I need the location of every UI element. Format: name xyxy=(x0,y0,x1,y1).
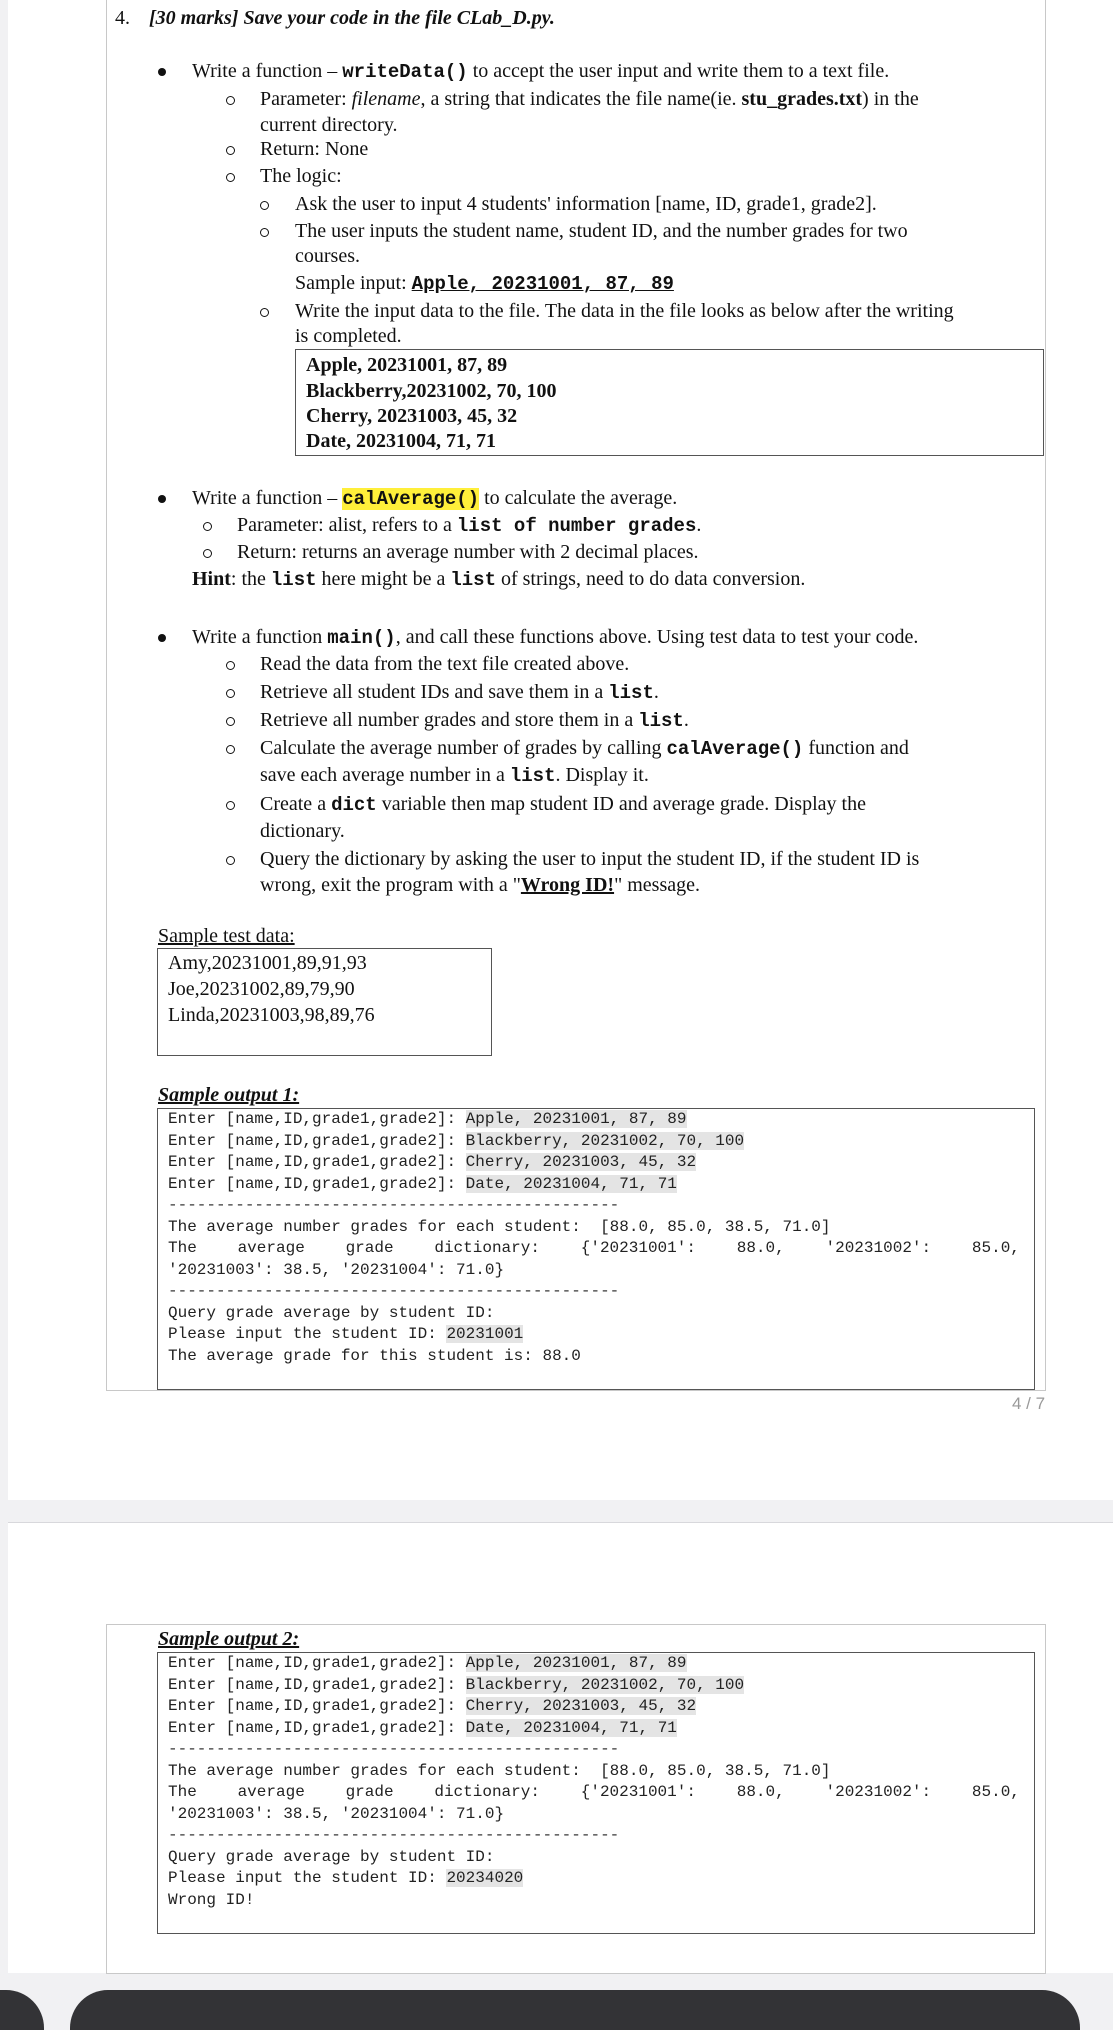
write-logic: The logic: xyxy=(260,165,342,187)
console-line: Enter [name,ID,grade1,grade2]: Date, 20231004, 71, 71 xyxy=(168,1718,677,1737)
question-marks: [30 marks] xyxy=(149,7,239,29)
circle-bullet-icon xyxy=(203,522,212,531)
file-row: Apple, 20231001, 87, 89 xyxy=(306,354,508,376)
file-row: Cherry, 20231003, 45, 32 xyxy=(306,405,518,427)
console-line: Query grade average by student ID: xyxy=(168,1847,495,1866)
main-step5-line2: dictionary. xyxy=(260,820,345,842)
avg-intro: Write a function – calAverage() to calculate the average. xyxy=(192,487,678,510)
main-step6: Query the dictionary by asking the user to input the student ID, if the student ID is xyxy=(260,848,920,870)
circle-bullet-icon xyxy=(226,801,235,810)
circle-bullet-icon xyxy=(203,549,212,558)
console-line: Enter [name,ID,grade1,grade2]: Date, 20231004, 71, 71 xyxy=(168,1174,677,1193)
write-step2: The user inputs the student name, student ID, and the number grades for two xyxy=(295,220,908,242)
console-line: The average number grades for each student: [88.0, 85.0, 38.5, 71.0] xyxy=(168,1761,831,1780)
console-line: Please input the student ID: 20231001 xyxy=(168,1325,524,1343)
main-step3: Retrieve all number grades and store them in a list. xyxy=(260,709,689,732)
circle-bullet-icon xyxy=(226,745,235,754)
console-line: Enter [name,ID,grade1,grade2]: Apple, 20231001, 87, 89 xyxy=(168,1654,687,1672)
write-param: Parameter: filename, a string that indicates the file name(ie. stu_grades.txt) in the xyxy=(260,88,919,110)
write-step2-line2: courses. xyxy=(295,245,360,267)
main-step4-line2: save each average number in a list. Display it. xyxy=(260,764,649,787)
file-content-box xyxy=(295,349,1044,456)
main-step4: Calculate the average number of grades by calling calAverage() function and xyxy=(260,737,909,760)
write-step1: Ask the user to input 4 students' information [name, ID, grade1, grade2]. xyxy=(295,193,877,215)
bullet-icon xyxy=(158,68,166,76)
sample-input-value: Apple, 20231001, 87, 89 xyxy=(411,273,674,295)
bottom-toolbar[interactable] xyxy=(70,1990,1080,2030)
page-indicator: 4 / 7 xyxy=(1012,1394,1046,1413)
circle-bullet-icon xyxy=(226,146,235,155)
main-func-name: main() xyxy=(327,627,396,649)
test-data-label: Sample test data: xyxy=(158,925,295,947)
bullet-icon xyxy=(158,634,166,642)
console-line: The average grade for this student is: 88.0 xyxy=(168,1346,581,1365)
test-data-box xyxy=(157,948,492,1056)
console-line: The average number grades for each student: [88.0, 85.0, 38.5, 71.0] xyxy=(168,1217,831,1236)
main-intro: Write a function main(), and call these functions above. Using test data to test your code. xyxy=(192,626,919,649)
console-divider: ----------------------------------------------- xyxy=(168,1196,620,1214)
circle-bullet-icon xyxy=(226,96,235,105)
sample-input: Sample input: Apple, 20231001, 87, 89 xyxy=(295,272,674,295)
output2-label: Sample output 2: xyxy=(158,1628,300,1650)
avg-return: Return: returns an average number with 2 decimal places. xyxy=(237,541,699,563)
console-line: Enter [name,ID,grade1,grade2]: Cherry, 20231003, 45, 32 xyxy=(168,1153,697,1171)
console-line: Enter [name,ID,grade1,grade2]: Apple, 20231001, 87, 89 xyxy=(168,1110,687,1128)
question-number: 4. xyxy=(115,7,130,29)
file-row: Blackberry,20231002, 70, 100 xyxy=(306,380,557,402)
write-step3-line2: is completed. xyxy=(295,325,402,347)
console-line: Query grade average by student ID: xyxy=(168,1303,495,1322)
bullet-icon xyxy=(158,495,166,503)
console-divider: ----------------------------------------------- xyxy=(168,1282,620,1300)
circle-bullet-icon xyxy=(226,661,235,670)
main-step5: Create a dict variable then map student ID and average grade. Display the xyxy=(260,793,866,816)
write-return: Return: None xyxy=(260,138,369,160)
write-param-line2: current directory. xyxy=(260,114,398,136)
main-step2: Retrieve all student IDs and save them in a list. xyxy=(260,681,659,704)
write-intro: Write a function – writeData() to accept the user input and write them to a text file. xyxy=(192,60,890,83)
console-line: Enter [name,ID,grade1,grade2]: Blackberry, 20231002, 70, 100 xyxy=(168,1675,745,1694)
circle-bullet-icon xyxy=(260,228,269,237)
circle-bullet-icon xyxy=(226,717,235,726)
test-data-row: Joe,20231002,89,79,90 xyxy=(168,978,355,1000)
output1-console xyxy=(157,1108,1035,1390)
avg-hint: Hint: the list here might be a list of strings, need to do data conversion. xyxy=(192,568,806,591)
test-data-row: Linda,20231003,98,89,76 xyxy=(168,1004,375,1026)
main-step6-line2: wrong, exit the program with a "Wrong ID!" message. xyxy=(260,874,700,896)
circle-bullet-icon xyxy=(260,308,269,317)
main-step1: Read the data from the text file created above. xyxy=(260,653,630,675)
console-line: Enter [name,ID,grade1,grade2]: Cherry, 20231003, 45, 32 xyxy=(168,1697,697,1715)
question-title: Save your code in the file CLab_D.py. xyxy=(243,7,555,29)
wrong-id-text: Wrong ID! xyxy=(520,874,615,896)
write-func-name: writeData() xyxy=(342,61,468,83)
console-line: Enter [name,ID,grade1,grade2]: Blackberry, 20231002, 70, 100 xyxy=(168,1131,745,1150)
console-line: Please input the student ID: 20234020 xyxy=(168,1869,524,1887)
console-line: '20231003': 38.5, '20231004': 71.0} xyxy=(168,1260,505,1279)
console-line: The average grade dictionary: {'20231001': 88.0, '20231002': 85.0, xyxy=(168,1783,1020,1801)
console-line: Wrong ID! xyxy=(168,1890,255,1909)
test-data-row: Amy,20231001,89,91,93 xyxy=(168,952,367,974)
write-step3: Write the input data to the file. The data in the file looks as below after the writing xyxy=(295,300,954,322)
console-divider: ----------------------------------------------- xyxy=(168,1826,620,1844)
question-header xyxy=(115,5,555,32)
toolbar-left[interactable] xyxy=(0,1990,44,2030)
circle-bullet-icon xyxy=(260,201,269,210)
avg-func-name: calAverage() xyxy=(342,488,480,510)
console-line: '20231003': 38.5, '20231004': 71.0} xyxy=(168,1804,505,1823)
output1-label: Sample output 1: xyxy=(158,1084,300,1106)
file-row: Date, 20231004, 71, 71 xyxy=(306,430,496,452)
console-divider: ----------------------------------------------- xyxy=(168,1740,620,1758)
console-line: The average grade dictionary: {'20231001': 88.0, '20231002': 85.0, xyxy=(168,1239,1020,1257)
circle-bullet-icon xyxy=(226,173,235,182)
circle-bullet-icon xyxy=(226,856,235,865)
output2-console xyxy=(157,1652,1035,1934)
circle-bullet-icon xyxy=(226,689,235,698)
avg-param: Parameter: alist, refers to a list of number grades. xyxy=(237,514,702,537)
